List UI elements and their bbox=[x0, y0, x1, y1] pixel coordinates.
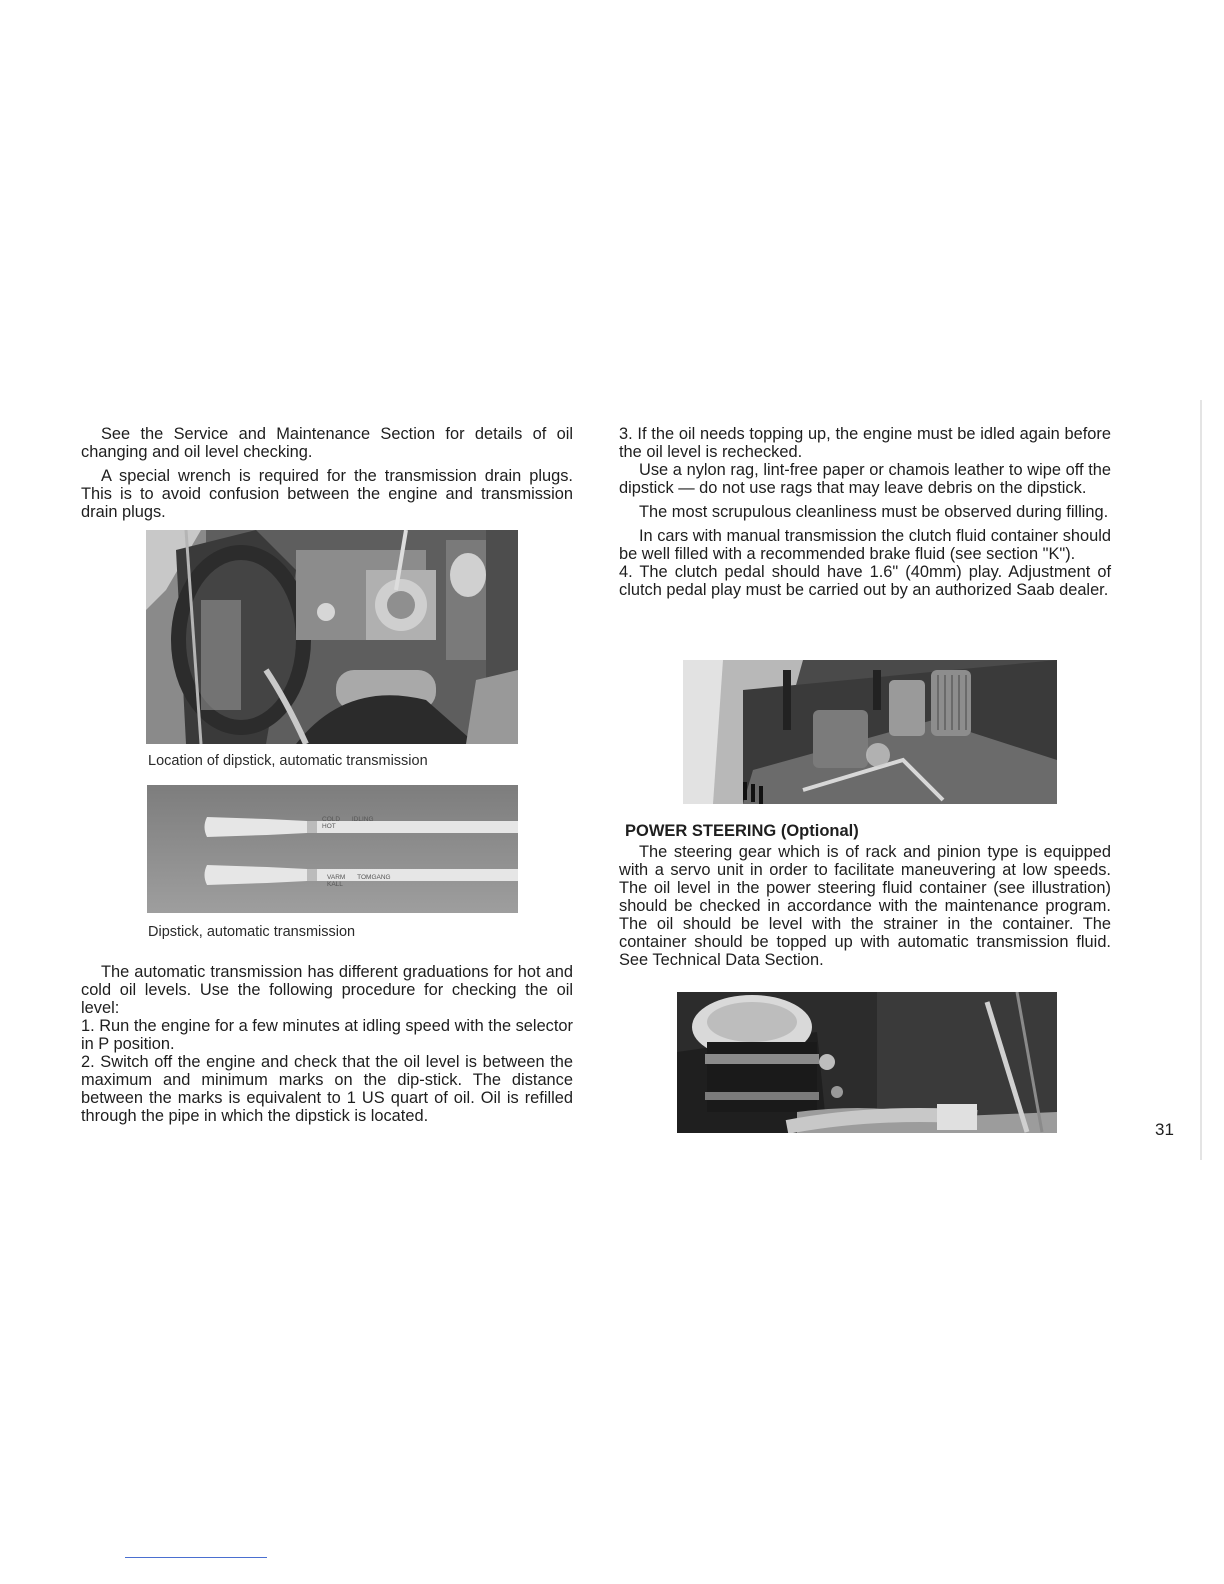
step-3: 3. If the oil needs topping up, the engine must be idled again before the oil level is rechecked. bbox=[619, 425, 1111, 461]
dipstick-bottom-marks bbox=[327, 874, 391, 888]
dipstick-mark-kall: KALL bbox=[327, 881, 343, 888]
pedals-photo bbox=[683, 660, 1057, 804]
dipstick-location-caption: Location of dipstick, automatic transmission bbox=[148, 753, 428, 769]
step-2: 2. Switch off the engine and check that the oil level is between the maximum and minimum marks on the dip-stick. The distance between the marks is equivalent to 1 US quart of oil. Oil is refilled through the pipe in which the dipstick is located. bbox=[81, 1053, 573, 1125]
left-column bbox=[81, 425, 573, 521]
power-steering-heading: POWER STEERING (Optional) bbox=[625, 822, 859, 840]
intro-paragraph-2: A special wrench is required for the transmission drain plugs. This is to avoid confusion between the engine and transmission drain plugs. bbox=[81, 467, 573, 521]
right-margin-line bbox=[1200, 400, 1202, 1160]
graduations-paragraph: The automatic transmission has different graduations for hot and cold oil levels. Use the following procedure for checking the oil level: bbox=[81, 963, 573, 1017]
dipstick-mark-cold: COLD bbox=[322, 816, 341, 823]
power-steering-reservoir-photo bbox=[677, 992, 1057, 1133]
engine-bay-photo bbox=[146, 530, 518, 744]
dipstick-mark-idling: IDLING bbox=[351, 816, 374, 823]
step-1: 1. Run the engine for a few minutes at idling speed with the selector in P position. bbox=[81, 1017, 574, 1053]
dipstick-caption: Dipstick, automatic transmission bbox=[148, 924, 356, 940]
right-column bbox=[619, 425, 1111, 599]
cleaning-paragraph: Use a nylon rag, lint-free paper or chamois leather to wipe off the dipstick — do not use rags that may leave debris on the dipstick. bbox=[619, 461, 1111, 497]
dipstick-mark-varm: VARM bbox=[327, 874, 346, 881]
cleanliness-paragraph: The most scrupulous cleanliness must be observed during filling. bbox=[639, 503, 1109, 521]
step-4: 4. The clutch pedal should have 1.6" (40mm) play. Adjustment of clutch pedal play must be carried out by an authorized Saab dealer. bbox=[619, 563, 1111, 599]
power-steering-paragraph: The steering gear which is of rack and pinion type is equipped with a servo unit in order to facilitate maneuvering at low speeds. The oil level in the power steering fluid container (see illustration) should be checked in accordance with the maintenance program. The oil should be level with the strainer in the container. The container should be topped up with automatic transmission fluid. See Technical Data Section. bbox=[619, 843, 1111, 969]
page-number: 31 bbox=[1155, 1120, 1174, 1139]
dipstick-mark-tomgang: TOMGANG bbox=[357, 874, 391, 881]
clutch-fluid-paragraph: In cars with manual transmission the clutch fluid container should be well filled with a recommended brake fluid (see section "K"). bbox=[619, 527, 1111, 563]
dipstick-photo bbox=[147, 785, 518, 913]
power-steering-section bbox=[619, 822, 1111, 969]
dipstick-top-marks bbox=[322, 816, 374, 830]
intro-paragraph-1: See the Service and Maintenance Section for details of oil changing and oil level checking. bbox=[81, 425, 573, 461]
dipstick-mark-hot: HOT bbox=[322, 823, 336, 830]
left-lower-column bbox=[81, 963, 573, 1125]
bottom-margin-line bbox=[125, 1557, 267, 1558]
